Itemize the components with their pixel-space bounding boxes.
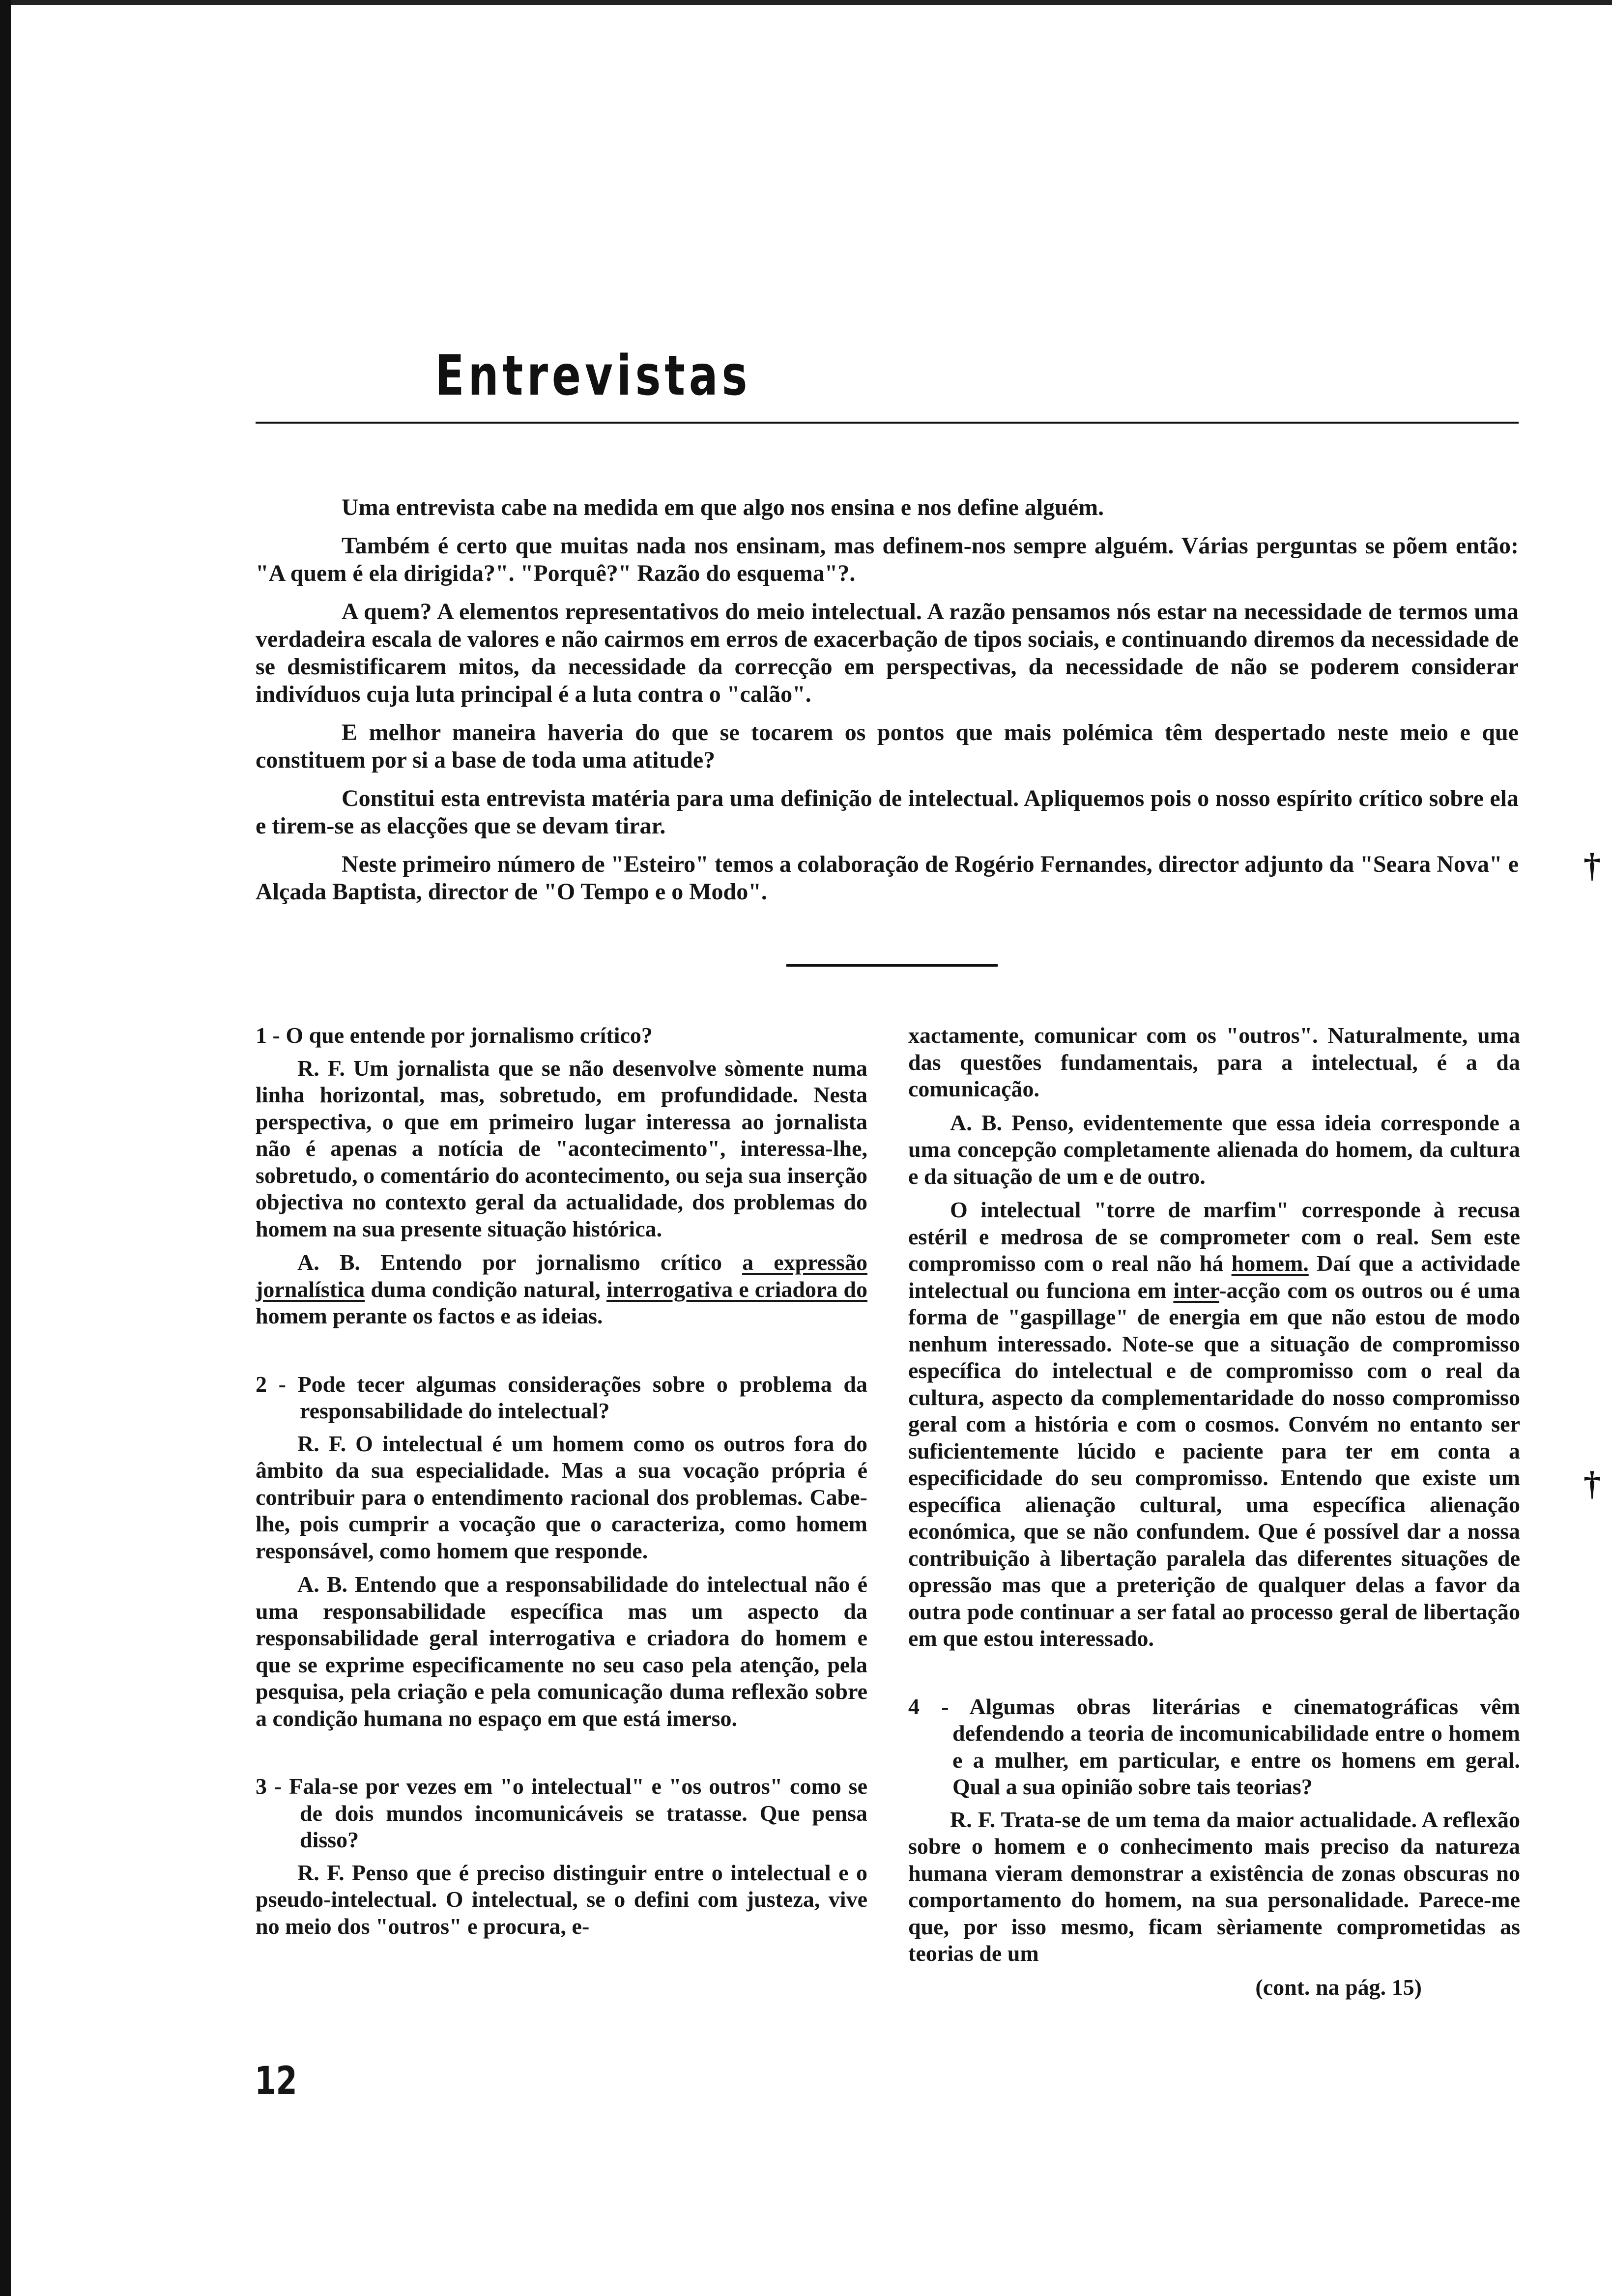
answer-ab-3: A. B. Penso, evidentemente que essa ideia corresponde a uma concepção completamente alienada do homem, da cultura e da situação de um e de outro. <box>908 1110 1520 1189</box>
answer-ab-3-start: O intelectual "torre de marfim" corresponde à recusa estéril e medrosa de se comprometer com o real. Sem este compromisso com o real não há <box>908 1197 1520 1276</box>
answer-rf-3: R. F. Penso que é preciso distinguir entre o intelectual e o pseudo-intelectual. O intelectual, se o defini com justeza, vive no meio dos "outros" e procura, e- <box>256 1860 867 1939</box>
continued-note: (cont. na pág. 15) <box>1255 1974 1422 2000</box>
question-4: 4 - Algumas obras literárias e cinematográficas vêm defendendo a teoria de incomunicabilidade entre o homem e a mulher, em particular, e entre os homens em geral. Qual a sua opinião sobre tais teorias? <box>908 1693 1520 1799</box>
answer-ab-1-mid: duma condição natural, <box>371 1276 601 1302</box>
answer-ab-3-mid: Daí que a actividade intelectual ou funciona em <box>908 1251 1521 1303</box>
underlined-word: inter <box>1173 1277 1219 1303</box>
answer-ab-1-end: homem perante os factos e as ideias. <box>256 1303 603 1328</box>
left-column <box>256 1022 867 1947</box>
answer-ab-3-second <box>908 1197 1520 1652</box>
intro-paragraph: Uma entrevista cabe na medida em que algo nos ensina e nos define alguém. <box>342 494 1104 520</box>
intro-paragraph: Também é certo que muitas nada nos ensinam, mas definem-nos sempre alguém. Várias perguntas se põem então: "A quem é ela dirigida?". "Porquê?" Razão do esquema"?. <box>256 533 1519 586</box>
spacer <box>256 1337 867 1371</box>
intro-paragraph: Neste primeiro número de "Esteiro" temos a colaboração de Rogério Fernandes, director adjunto da "Seara Nova" e Alçada Baptista, director de "O Tempo e o Modo". <box>256 851 1519 905</box>
scan-top-edge <box>0 0 1612 5</box>
answer-rf-4: R. F. Trata-se de um tema da maior actualidade. A reflexão sobre o homem e o conhecimento mais preciso da natureza humana vieram demonstrar a existência de zonas obscuras no comportamento do homem, na sua personalidade. Parece-me que, por isso mesmo, ficam sèriamente comprometidas as teorias de um <box>908 1807 1520 1966</box>
intro-paragraph: A quem? A elementos representativos do meio intelectual. A razão pensamos nós estar na necessidade de termos uma verdadeira escala de valores e não cairmos em erros de exacerbação de tipos sociais, e continuando diremos da necessidade de se desmistificarem mitos, da necessidade da correcção em perspectivas, da necessidade de não se poderem considerar indivíduos cuja luta principal é a luta contra o "calão". <box>256 599 1519 707</box>
answer-ab-3-end: -acção com os outros ou é uma forma de "gaspillage" de energia em que não estou de modo nenhum interessado. Note-se que a situação de compromisso específica do intelectual e de compromisso com o real da cultura, aspecto da complementaridade do nosso compromisso geral com a história e com o cosmos. Convém no entanto ser suficientemente lúcido e paciente para ter em conta a especificidade do seu compromisso. Entendo que existe um específica alienação cultural, uma específica alienação económica, que se não confundem. Que é possível dar a nossa contribuição à libertação paralela das diferentes situações de opressão mas que a preterição de qualquer delas a favor da outra pode continuar a ser fatal ao processo geral de libertação em que estou interessado. <box>908 1277 1520 1651</box>
intro-text <box>256 494 1519 917</box>
underlined-phrase: interrogativa e criadora do <box>606 1276 867 1302</box>
question-3: 3 - Fala-se por vezes em "o intelectual" e "os outros" como se de dois mundos incomunicáveis se tratasse. Que pensa disso? <box>256 1774 867 1852</box>
question-2: 2 - Pode tecer algumas considerações sobre o problema da responsabilidade do intelectual? <box>256 1371 867 1423</box>
answer-rf-2: R. F. O intelectual é um homem como os outros fora do âmbito da sua especialidade. Mas a sua vocação própria é contribuir para o entendimento racional dos problemas. Cabe-lhe, pois cumprir a vocação que o caracteriza, como homem responsável, como homem que responde. <box>256 1431 867 1563</box>
scan-left-edge <box>0 0 11 2296</box>
answer-ab-1 <box>256 1249 867 1330</box>
answer-ab-2: A. B. Entendo que a responsabilidade do intelectual não é uma responsabilidade específica mas um aspecto da responsabilidade geral interrogativa e criadora do homem e que se exprime especificamente no seu caso pela atenção, pela pesquisa, pela criação e pela comunicação duma reflexão sobre a condição humana no espaço em que está imerso. <box>256 1572 867 1731</box>
underlined-word: homem. <box>1231 1251 1309 1276</box>
page-number: 12 <box>255 2059 297 2103</box>
answer-ab-1-start: A. B. Entendo por jornalismo crítico <box>297 1250 722 1275</box>
question-1: 1 - O que entende por jornalismo crítico? <box>256 1023 653 1048</box>
margin-mark-icon: † <box>1583 847 1601 885</box>
intro-paragraph: E melhor maneira haveria do que se tocarem os pontos que mais polémica têm despertado neste meio e que constituem por si a base de toda uma atitude? <box>256 719 1519 773</box>
answer-rf-1: R. F. Um jornalista que se não desenvolve sòmente numa linha horizontal, mas, sobretudo, em profundidade. Nesta perspectiva, o que em primeiro lugar interessa ao jornalista não é apenas a notícia de "acontecimento", interessa-lhe, sobretudo, o comentário do acontecimento, ou seja sua inserção objectiva no contexto geral da actualidade, dos problemas do homem na sua presente situação histórica. <box>256 1055 867 1241</box>
spacer <box>908 1659 1520 1693</box>
intro-paragraph: Constitui esta entrevista matéria para uma definição de intelectual. Apliquemos pois o nosso espírito crítico sobre ela e tirem-se as elacções que se devam tirar. <box>256 785 1519 839</box>
section-heading: Entrevistas <box>435 344 751 408</box>
right-column <box>908 1022 1520 2001</box>
spacer <box>256 1739 867 1773</box>
heading-rule <box>256 422 1519 424</box>
separator-rule <box>786 964 998 967</box>
answer-rf-3-continued: xactamente, comunicar com os "outros". Naturalmente, uma das questões fundamentais, para a intelectual, é a da comunicação. <box>908 1023 1520 1101</box>
margin-mark-icon: † <box>1583 1465 1601 1503</box>
underlined-phrase: a expressão jornalística <box>256 1250 868 1302</box>
